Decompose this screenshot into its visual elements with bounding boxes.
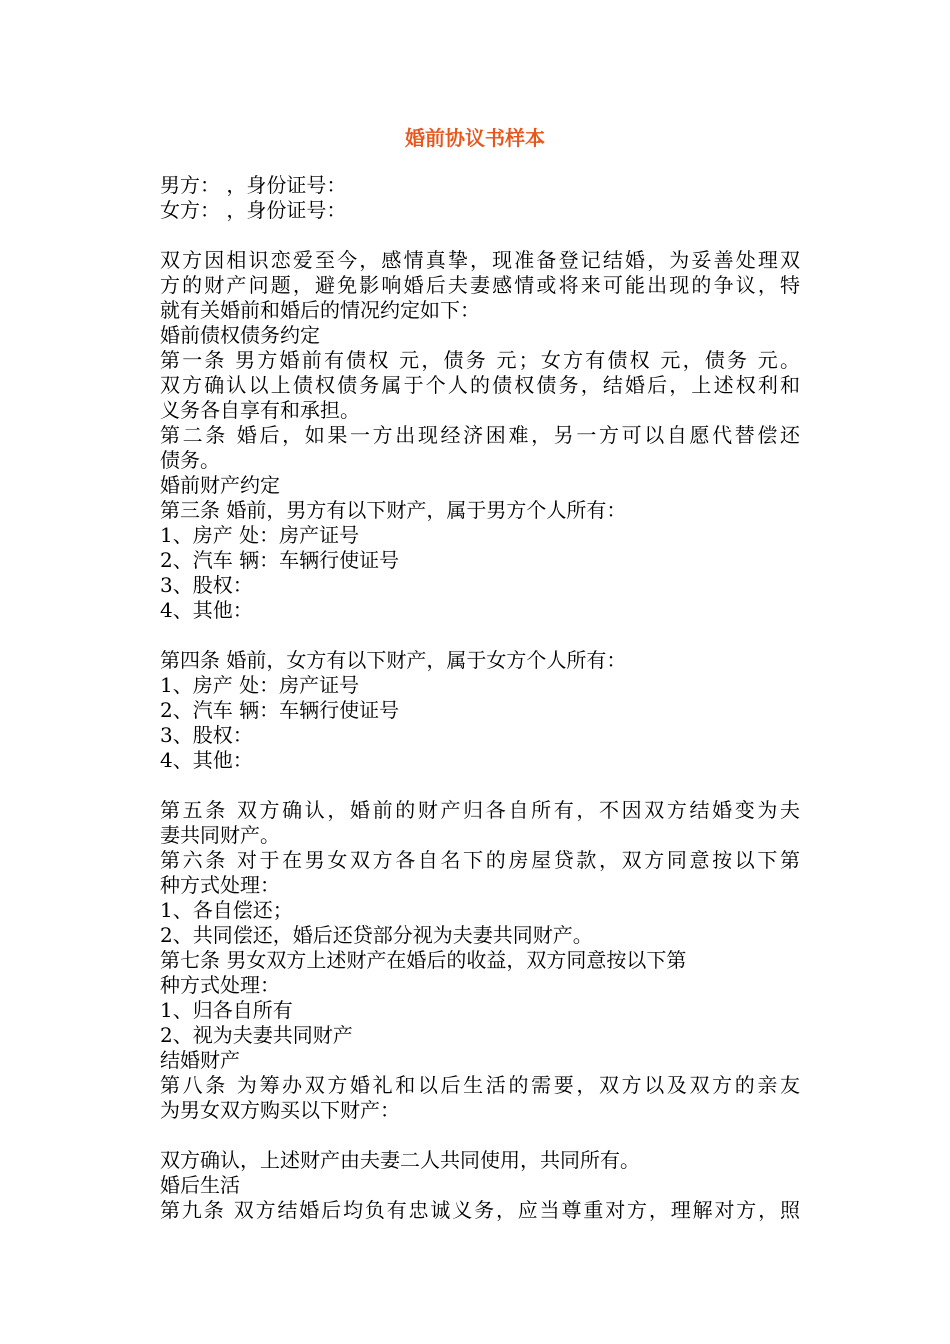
document-body: [160, 173, 800, 1223]
text-line: 双方确认，上述财产由夫妻二人共同使用，共同所有。: [160, 1148, 640, 1172]
text-line: 种方式处理：: [160, 873, 280, 897]
text-line: 1、归各自所有: [160, 998, 293, 1022]
text-line: 妻共同财产。: [160, 823, 280, 847]
text-line: 2、共同偿还，婚后还贷部分视为夫妻共同财产。: [160, 923, 593, 947]
text-line: 3、股权：: [160, 723, 253, 747]
text-line: 第二条 婚后，如果一方出现经济困难，另一方可以自愿代替偿还: [160, 423, 800, 447]
text-line: 双方确认以上债权债务属于个人的债权债务，结婚后，上述权利和: [160, 373, 800, 397]
text-line: 男方： ，身份证号：: [160, 173, 347, 197]
text-line: 婚后生活: [160, 1173, 240, 1197]
text-line: 1、各自偿还；: [160, 898, 293, 922]
text-line: 第八条 为筹办双方婚礼和以后生活的需要，双方以及双方的亲友: [160, 1073, 800, 1097]
blank-line: [160, 1123, 800, 1148]
text-line: 方的财产问题，避免影响婚后夫妻感情或将来可能出现的争议，特: [160, 273, 800, 297]
text-line: 3、股权：: [160, 573, 253, 597]
text-line: 为男女双方购买以下财产：: [160, 1098, 400, 1122]
text-line: 2、视为夫妻共同财产: [160, 1023, 353, 1047]
text-line: 4、其他：: [160, 598, 253, 622]
text-line: 第七条 男女双方上述财产在婚后的收益，双方同意按以下第: [160, 948, 687, 972]
text-line: 第三条 婚前，男方有以下财产，属于男方个人所有：: [160, 498, 627, 522]
text-line: 2、汽车 辆：车辆行使证号: [160, 548, 400, 572]
text-line: 4、其他：: [160, 748, 253, 772]
text-line: 第四条 婚前，女方有以下财产，属于女方个人所有：: [160, 648, 627, 672]
text-line: 1、房产 处：房产证号: [160, 523, 360, 547]
text-line: 1、房产 处：房产证号: [160, 673, 360, 697]
text-line: 种方式处理：: [160, 973, 280, 997]
text-line: 义务各自享有和承担。: [160, 398, 360, 422]
text-line: 双方因相识恋爱至今，感情真挚，现准备登记结婚，为妥善处理双: [160, 248, 800, 272]
text-line: 第六条 对于在男女双方各自名下的房屋贷款，双方同意按以下第: [160, 848, 800, 872]
text-line: 女方： ，身份证号：: [160, 198, 347, 222]
blank-line: [160, 623, 800, 648]
document-title: 婚前协议书样本: [405, 126, 545, 150]
text-line: 债务。: [160, 448, 220, 472]
text-line: 2、汽车 辆：车辆行使证号: [160, 698, 400, 722]
text-line: 第五条 双方确认，婚前的财产归各自所有，不因双方结婚变为夫: [160, 798, 800, 822]
text-line: 就有关婚前和婚后的情况约定如下：: [160, 298, 480, 322]
text-line: 婚前债权债务约定: [160, 323, 320, 347]
text-line: 婚前财产约定: [160, 473, 280, 497]
text-line: 第九条 双方结婚后均负有忠诚义务，应当尊重对方，理解对方，照: [160, 1198, 800, 1222]
text-line: 第一条 男方婚前有债权 元，债务 元；女方有债权 元，债务 元。: [160, 348, 800, 372]
blank-line: [160, 773, 800, 798]
text-line: 结婚财产: [160, 1048, 240, 1072]
blank-line: [160, 223, 800, 248]
